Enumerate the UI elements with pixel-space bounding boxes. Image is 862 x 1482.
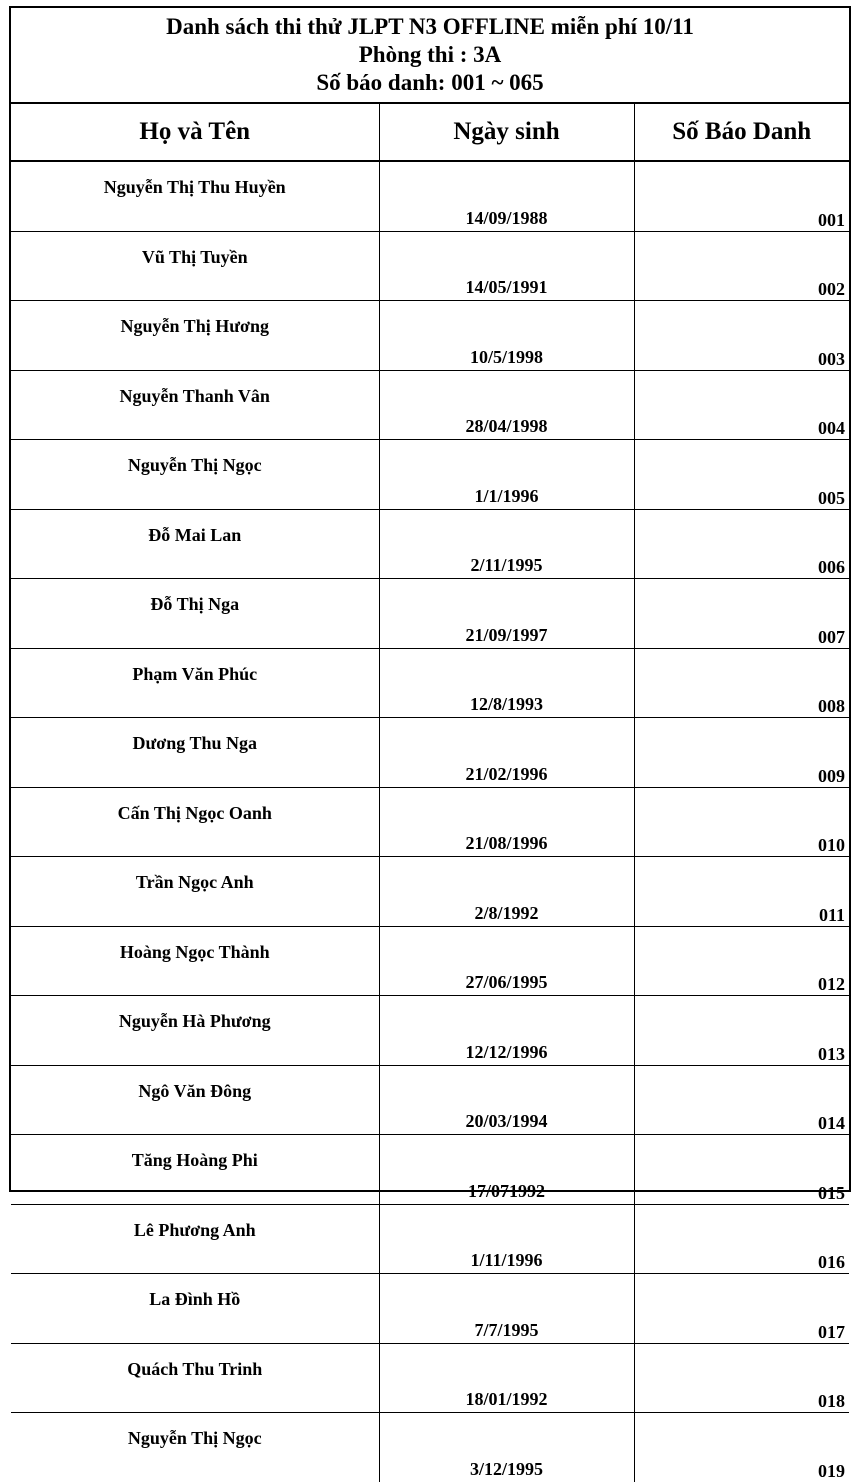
candidate-number: 019 xyxy=(818,1460,845,1481)
candidate-name: Quách Thu Trinh xyxy=(11,1343,379,1413)
candidate-name: Nguyễn Thị Thu Huyền xyxy=(11,161,379,231)
exam-roster-sheet xyxy=(9,6,851,1481)
table-row xyxy=(11,370,849,440)
date-of-birth: 18/01/1992 xyxy=(379,1343,634,1413)
candidate-number: 007 xyxy=(634,579,849,649)
date-of-birth: 20/03/1994 xyxy=(379,1065,634,1135)
date-of-birth: 10/5/1998 xyxy=(379,301,634,371)
table-row xyxy=(11,1204,849,1274)
date-of-birth: 21/08/1996 xyxy=(379,787,634,857)
date-of-birth: 2/8/1992 xyxy=(379,857,634,927)
date-of-birth: 21/09/1997 xyxy=(379,579,634,649)
candidate-name: Tăng Hoàng Phi xyxy=(11,1135,379,1205)
candidate-number: 014 xyxy=(634,1065,849,1135)
candidate-number: 016 xyxy=(634,1204,849,1274)
candidate-name: Nguyễn Thị Ngọc xyxy=(11,440,379,510)
table-row xyxy=(11,1065,849,1135)
roster-title: Danh sách thi thử JLPT N3 OFFLINE miễn phí 10/11 xyxy=(166,14,694,39)
candidate-number: 001 xyxy=(634,161,849,231)
candidate-name: Dương Thu Nga xyxy=(11,718,379,788)
table-row xyxy=(11,440,849,510)
column-header-dob: Ngày sinh xyxy=(379,104,634,161)
date-of-birth: 12/8/1993 xyxy=(379,648,634,718)
table-row xyxy=(11,1343,849,1413)
candidate-number: 004 xyxy=(634,370,849,440)
table-row xyxy=(11,926,849,996)
candidate-name: Ngô Văn Đông xyxy=(11,1065,379,1135)
table-row xyxy=(11,1135,849,1205)
date-of-birth: 27/06/1995 xyxy=(379,926,634,996)
table-row xyxy=(11,231,849,301)
exam-room: Phòng thi : 3A xyxy=(358,42,502,67)
candidate-number: 002 xyxy=(634,231,849,301)
table-row xyxy=(11,301,849,371)
candidate-number: 010 xyxy=(634,787,849,857)
table-row xyxy=(11,1413,849,1482)
table-row xyxy=(11,718,849,788)
table-header-row xyxy=(11,104,849,161)
candidate-number: 012 xyxy=(634,926,849,996)
roster-body xyxy=(11,161,849,1482)
date-of-birth: 17/071992 xyxy=(379,1135,634,1205)
table-row xyxy=(11,161,849,231)
table-row xyxy=(11,509,849,579)
candidate-name: La Đình Hồ xyxy=(11,1274,379,1344)
candidate-name: Đỗ Mai Lan xyxy=(11,509,379,579)
table-row xyxy=(11,1274,849,1344)
candidate-name: Nguyễn Hà Phương xyxy=(11,996,379,1066)
candidate-number: 015 xyxy=(634,1135,849,1205)
candidate-name: Trần Ngọc Anh xyxy=(11,857,379,927)
date-of-birth: 2/11/1995 xyxy=(379,509,634,579)
table-row xyxy=(11,996,849,1066)
candidate-number: 008 xyxy=(634,648,849,718)
column-header-candidate-number: Số Báo Danh xyxy=(634,104,849,161)
candidate-name: Cấn Thị Ngọc Oanh xyxy=(11,787,379,857)
date-of-birth: 7/7/1995 xyxy=(379,1274,634,1344)
candidate-number: 013 xyxy=(634,996,849,1066)
column-header-name: Họ và Tên xyxy=(11,104,379,161)
candidate-name: Hoàng Ngọc Thành xyxy=(11,926,379,996)
candidate-name: Phạm Văn Phúc xyxy=(11,648,379,718)
candidate-name: Vũ Thị Tuyền xyxy=(11,231,379,301)
date-of-birth: 1/1/1996 xyxy=(379,440,634,510)
candidate-number: 003 xyxy=(634,301,849,371)
candidate-name: Nguyễn Thị Ngọc xyxy=(11,1413,379,1482)
candidate-number: 017 xyxy=(634,1274,849,1344)
roster-table xyxy=(11,104,849,1482)
table-row xyxy=(11,857,849,927)
candidate-number: 005 xyxy=(634,440,849,510)
date-of-birth: 14/05/1991 xyxy=(379,231,634,301)
date-of-birth: 3/12/1995 xyxy=(379,1413,634,1482)
candidate-number: 011 xyxy=(634,857,849,927)
date-of-birth: 14/09/1988 xyxy=(379,161,634,231)
candidate-number: 006 xyxy=(634,509,849,579)
roster-header xyxy=(11,8,849,104)
candidate-number: 009 xyxy=(634,718,849,788)
date-of-birth: 12/12/1996 xyxy=(379,996,634,1066)
candidate-name: Nguyễn Thanh Vân xyxy=(11,370,379,440)
candidate-name: Lê Phương Anh xyxy=(11,1204,379,1274)
candidate-number-range: Số báo danh: 001 ~ 065 xyxy=(316,70,544,95)
table-row xyxy=(11,579,849,649)
date-of-birth: 28/04/1998 xyxy=(379,370,634,440)
candidate-name: Đỗ Thị Nga xyxy=(11,579,379,649)
date-of-birth: 21/02/1996 xyxy=(379,718,634,788)
candidate-number: 018 xyxy=(634,1343,849,1413)
table-row xyxy=(11,648,849,718)
date-of-birth: 1/11/1996 xyxy=(379,1204,634,1274)
candidate-name: Nguyễn Thị Hương xyxy=(11,301,379,371)
table-row xyxy=(11,787,849,857)
